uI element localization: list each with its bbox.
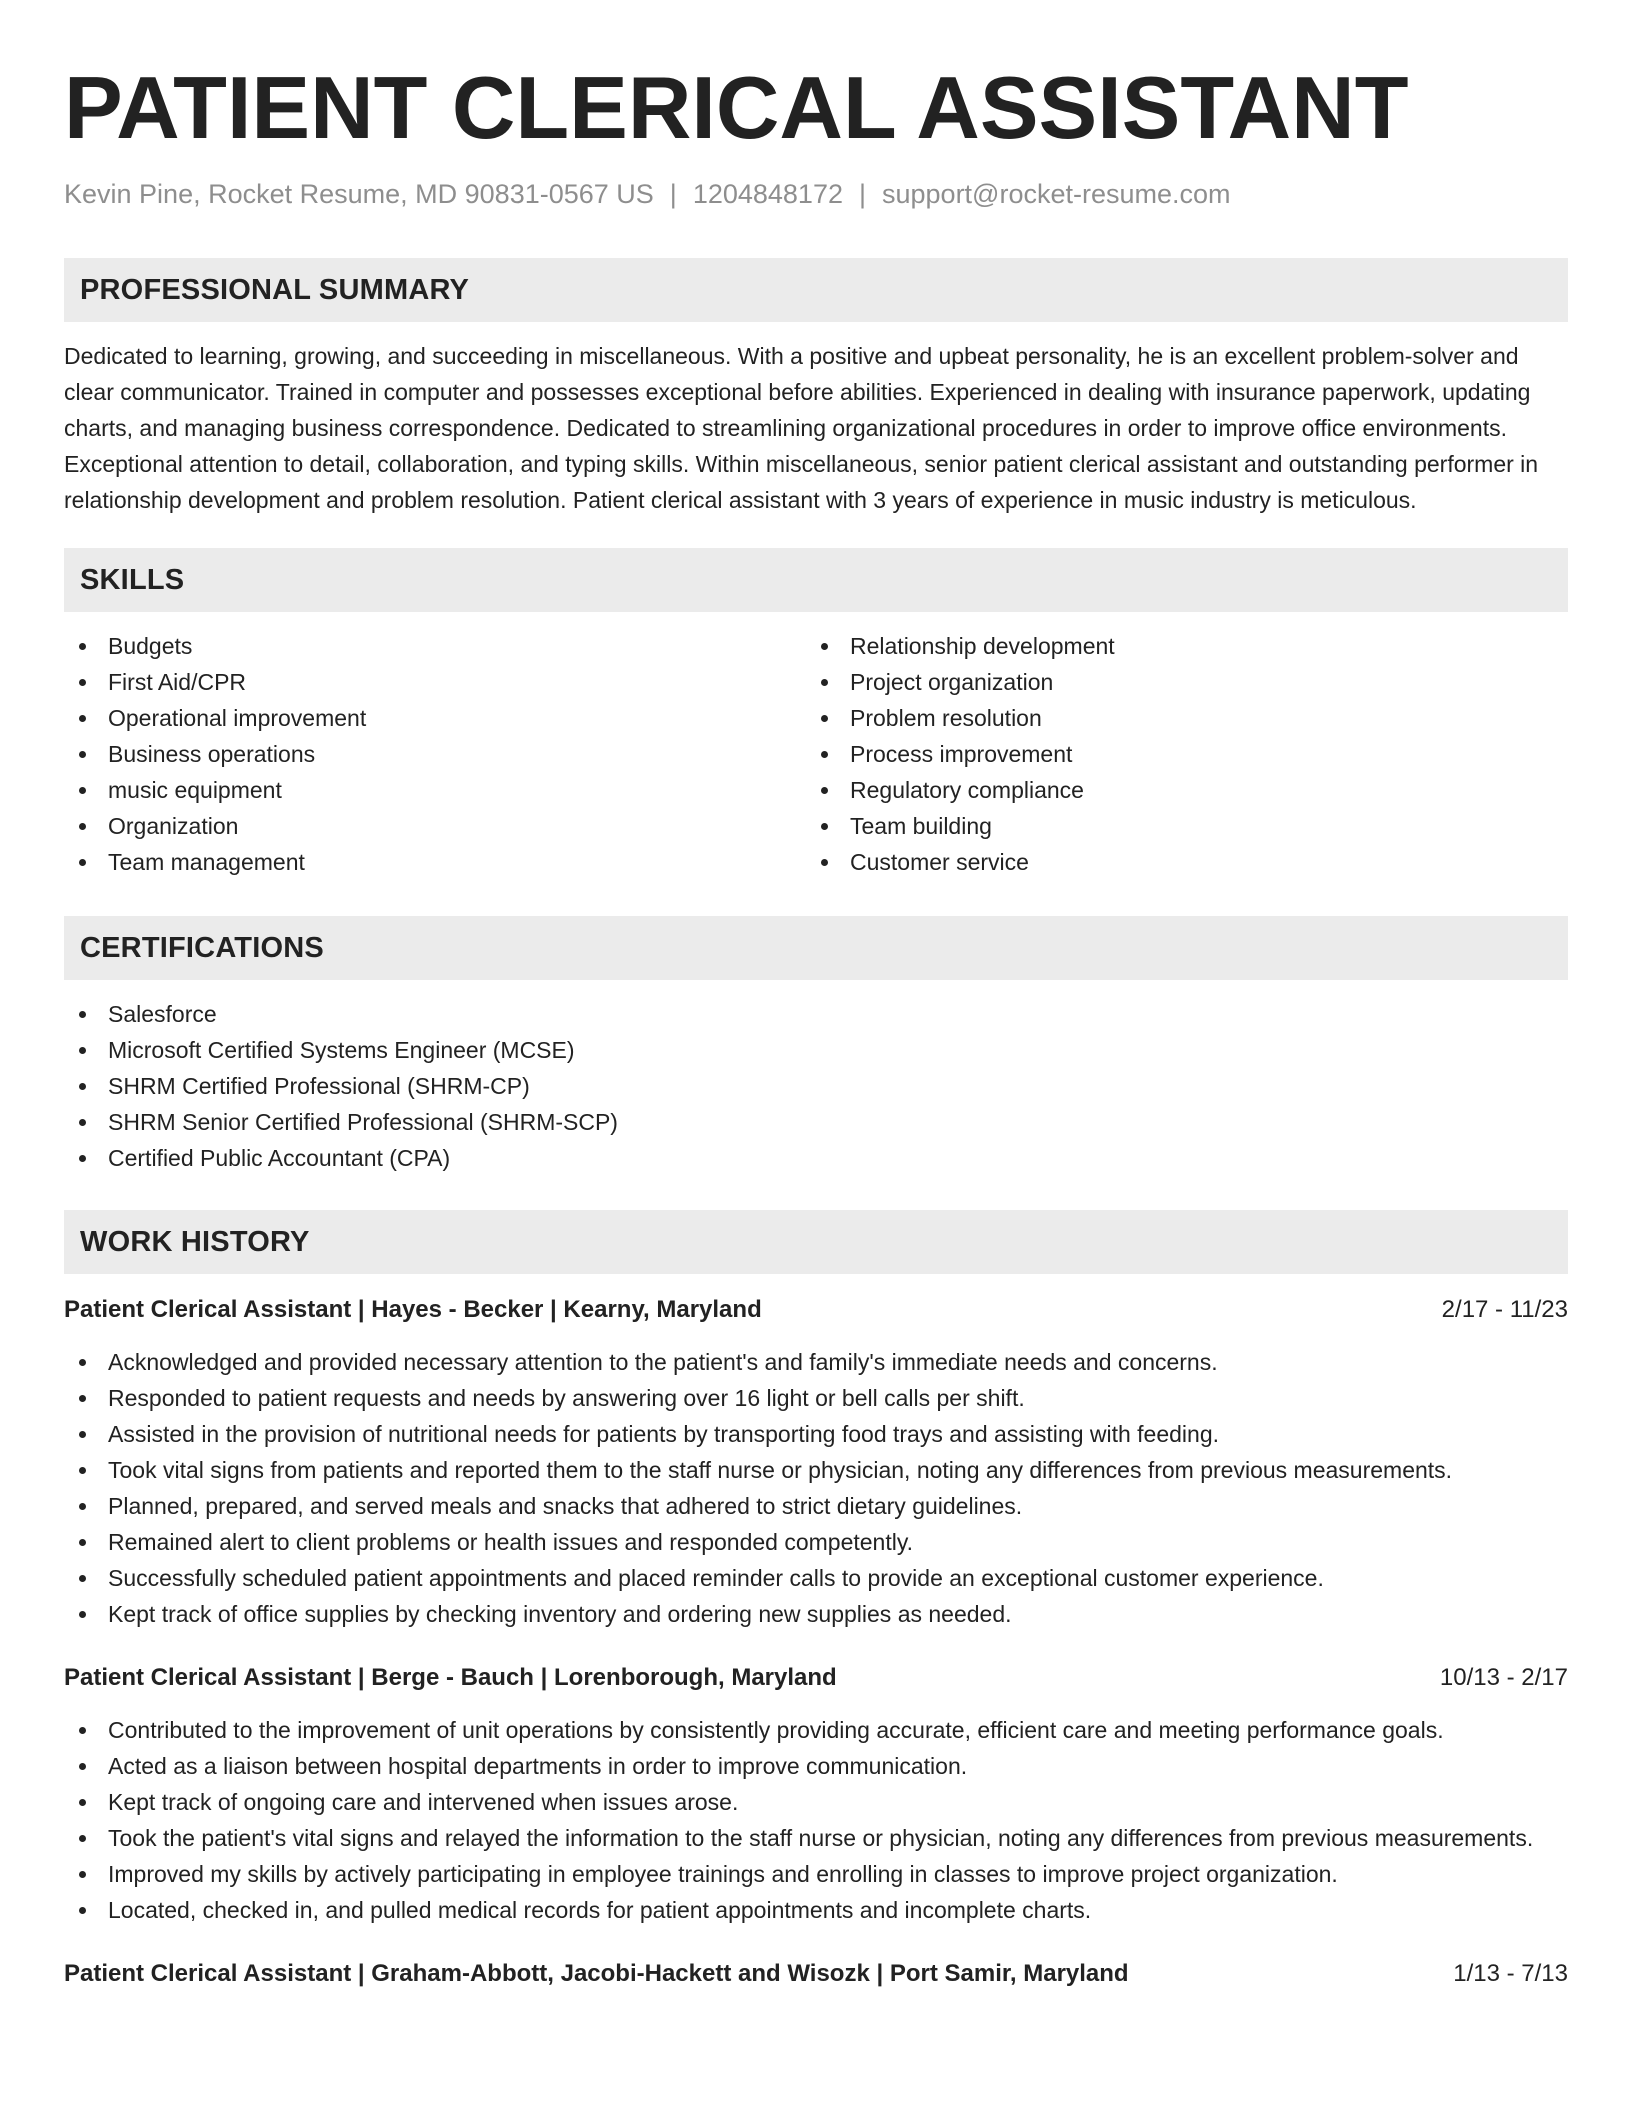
job-duty-item: Successfully scheduled patient appointments and placed reminder calls to provide an exceptional customer experience. — [64, 1560, 1568, 1596]
job-duty-item: Took vital signs from patients and reported them to the staff nurse or physician, noting any differences from previous measurements. — [64, 1452, 1568, 1488]
job-duty-item: Kept track of ongoing care and intervened when issues arose. — [64, 1784, 1568, 1820]
job-duty-item: Contributed to the improvement of unit operations by consistently providing accurate, efficient care and meeting performance goals. — [64, 1712, 1568, 1748]
job-duty-item: Assisted in the provision of nutritional needs for patients by transporting food trays and assisting with feeding. — [64, 1416, 1568, 1452]
certification-item: SHRM Certified Professional (SHRM-CP) — [64, 1068, 1568, 1104]
contact-address: Kevin Pine, Rocket Resume, MD 90831-0567 US — [64, 179, 654, 209]
skill-item: Customer service — [806, 844, 1548, 880]
contact-separator: | — [669, 179, 677, 209]
skills-columns — [64, 628, 1568, 880]
skill-item: First Aid/CPR — [64, 664, 806, 700]
job-duty-item: Improved my skills by actively participating in employee trainings and enrolling in classes to improve project organization. — [64, 1856, 1568, 1892]
job-entry — [64, 1294, 1568, 1632]
skill-item: Project organization — [806, 664, 1548, 700]
job-duty-item: Kept track of office supplies by checking inventory and ordering new supplies as needed. — [64, 1596, 1568, 1632]
job-dates: 10/13 - 2/17 — [1439, 1664, 1568, 1692]
skills-section — [64, 548, 1568, 880]
section-heading-certifications: CERTIFICATIONS — [64, 916, 1568, 980]
job-duty-item: Planned, prepared, and served meals and snacks that adhered to strict dietary guidelines. — [64, 1488, 1568, 1524]
contact-email: support@rocket-resume.com — [882, 179, 1231, 209]
resume-title: PATIENT CLERICAL ASSISTANT — [64, 58, 1409, 157]
skill-item: Team management — [64, 844, 806, 880]
job-entry — [64, 1662, 1568, 1928]
job-dates: 2/17 - 11/23 — [1441, 1296, 1568, 1324]
summary-text: Dedicated to learning, growing, and succeeding in miscellaneous. With a positive and upbeat personality, he is an excellent problem-solver and clear communicator. Trained in computer and possesses exceptional before abilities. Experienced in dealing with insurance paperwork, updating charts, and managing business correspondence. Dedicated to streamlining organizational procedures in order to improve office environments. Exceptional attention to detail, collaboration, and typing skills. Within miscellaneous, senior patient clerical assistant and outstanding performer in relationship development and problem resolution. Patient clerical assistant with 3 years of experience in music industry is meticulous. — [64, 343, 1539, 514]
certification-item: Certified Public Accountant (CPA) — [64, 1140, 1568, 1176]
contact-line — [64, 178, 1568, 210]
contact-phone: 1204848172 — [692, 179, 843, 209]
section-heading-work-history: WORK HISTORY — [64, 1210, 1568, 1274]
job-duty-item: Responded to patient requests and needs by answering over 16 light or bell calls per shift. — [64, 1380, 1568, 1416]
skill-item: Process improvement — [806, 736, 1548, 772]
skill-item: Relationship development — [806, 628, 1548, 664]
job-duty-item: Remained alert to client problems or health issues and responded competently. — [64, 1524, 1568, 1560]
certification-item: Salesforce — [64, 996, 1568, 1032]
job-header — [64, 1294, 1568, 1326]
job-duties-list — [64, 1712, 1568, 1928]
skill-item: Problem resolution — [806, 700, 1548, 736]
job-header — [64, 1958, 1568, 1990]
certifications-list — [64, 996, 1568, 1176]
skill-item: Team building — [806, 808, 1548, 844]
certification-item: Microsoft Certified Systems Engineer (MCSE) — [64, 1032, 1568, 1068]
section-heading-skills: SKILLS — [64, 548, 1568, 612]
resume-page — [64, 0, 1568, 2008]
job-title: Patient Clerical Assistant | Graham-Abbott, Jacobi-Hackett and Wisozk | Port Samir, Maryland — [64, 1960, 1129, 1988]
skill-item: Regulatory compliance — [806, 772, 1548, 808]
skill-item: Budgets — [64, 628, 806, 664]
job-duty-item: Acted as a liaison between hospital departments in order to improve communication. — [64, 1748, 1568, 1784]
job-duty-item: Took the patient's vital signs and relayed the information to the staff nurse or physician, noting any differences from previous measurements. — [64, 1820, 1568, 1856]
job-title: Patient Clerical Assistant | Berge - Bauch | Lorenborough, Maryland — [64, 1664, 837, 1692]
skill-item: Operational improvement — [64, 700, 806, 736]
job-title: Patient Clerical Assistant | Hayes - Becker | Kearny, Maryland — [64, 1296, 762, 1324]
job-duty-item: Located, checked in, and pulled medical records for patient appointments and incomplete charts. — [64, 1892, 1568, 1928]
skill-item: Organization — [64, 808, 806, 844]
job-duties-list — [64, 1344, 1568, 1632]
job-header — [64, 1662, 1568, 1694]
skill-item: music equipment — [64, 772, 806, 808]
jobs-list — [64, 1294, 1568, 1990]
job-duty-item: Acknowledged and provided necessary attention to the patient's and family's immediate needs and concerns. — [64, 1344, 1568, 1380]
job-entry — [64, 1958, 1568, 1990]
section-heading-summary: PROFESSIONAL SUMMARY — [64, 258, 1568, 322]
certifications-section — [64, 916, 1568, 1176]
skill-item: Business operations — [64, 736, 806, 772]
skills-list-left — [64, 628, 806, 880]
professional-summary-section — [64, 258, 1568, 518]
work-history-section — [64, 1210, 1568, 1990]
certification-item: SHRM Senior Certified Professional (SHRM-SCP) — [64, 1104, 1568, 1140]
contact-separator: | — [858, 179, 866, 209]
skills-list-right — [806, 628, 1548, 880]
job-dates: 1/13 - 7/13 — [1453, 1960, 1568, 1988]
